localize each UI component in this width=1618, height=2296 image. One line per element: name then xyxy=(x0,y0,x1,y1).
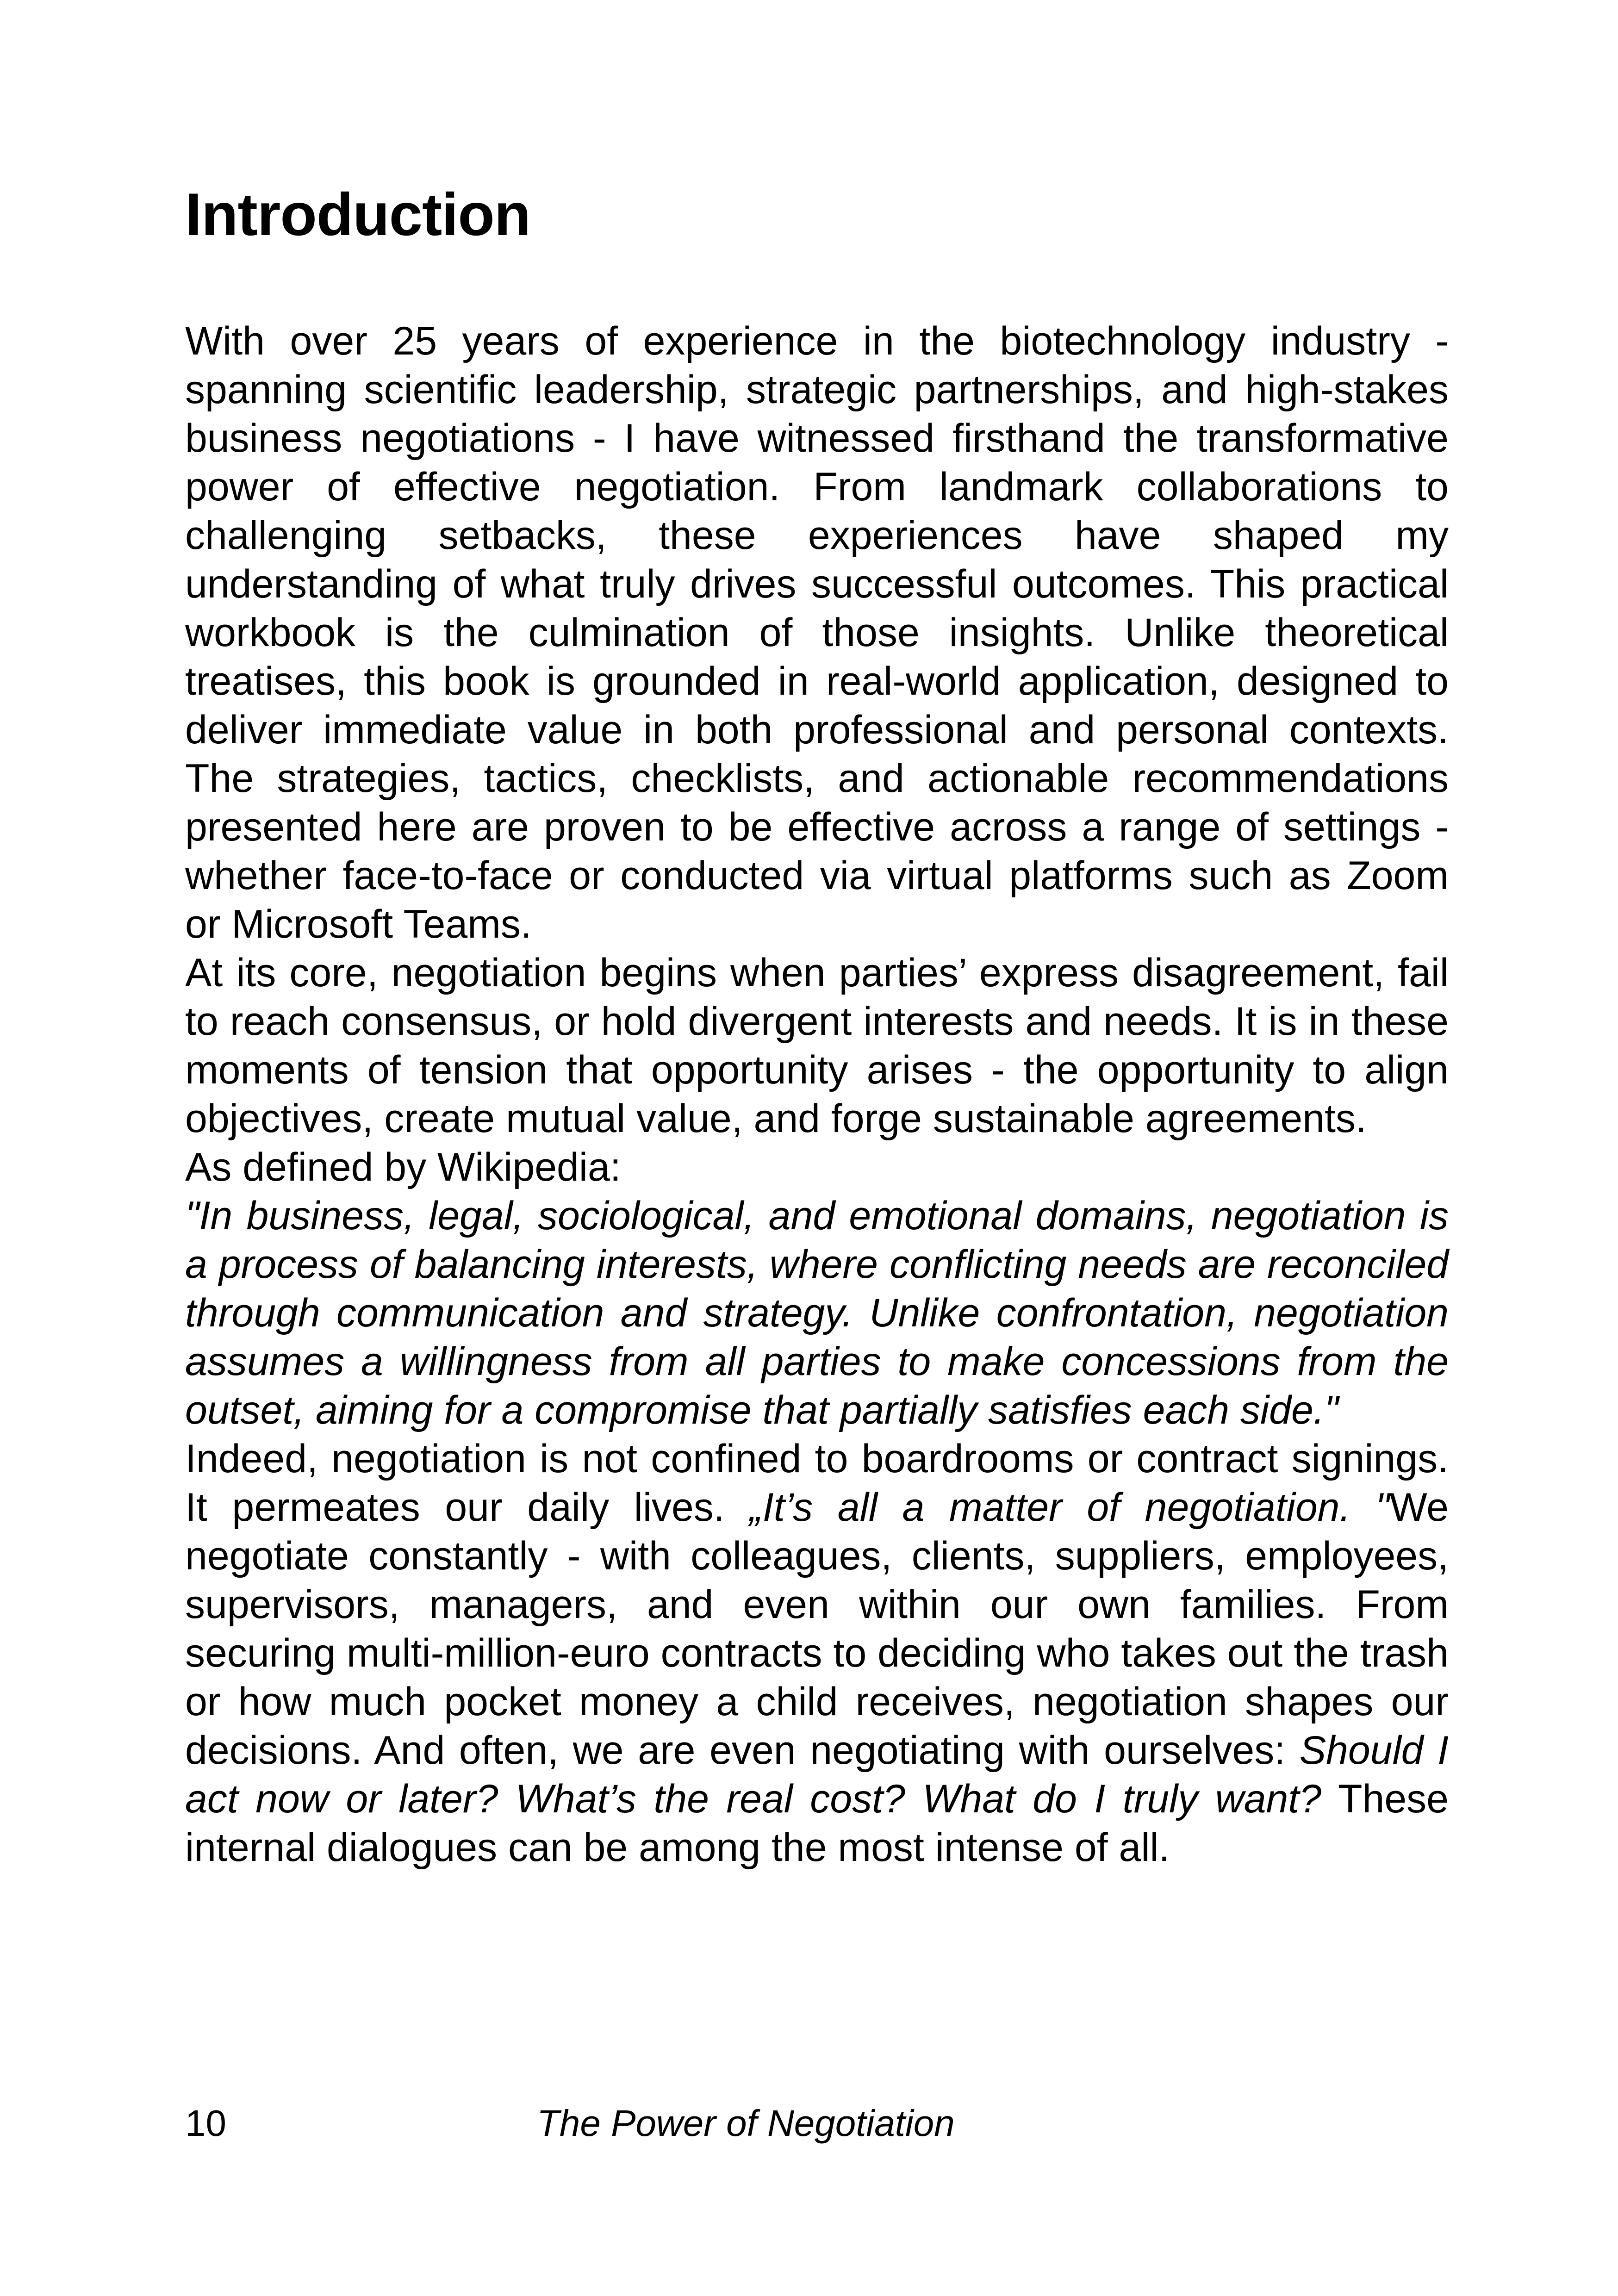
daily-negotiation-text-2: We negotiate constantly - with colleagues, clients, suppliers, employees, supervisors, managers, and even within our own families. From securing multi-million-euro contracts to deciding who takes out the trash or how much pocket money a child receives, negotiation shapes our decisions. And often, we are even negotiating with ourselves: xyxy=(185,1485,1449,1773)
chapter-body xyxy=(185,317,1449,1872)
daily-negotiation-text-3: These internal dialogues can be among the most intense of all. xyxy=(185,1777,1449,1870)
paragraph-negotiation-core: At its core, negotiation begins when parties’ express disagreement, fail to reach consensus, or hold divergent interests and needs. It is in these moments of tension that opportunity arises - the opportunity to align objectives, create mutual value, and forge sustainable agreements. xyxy=(185,951,1449,1141)
wikipedia-quote: "In business, legal, sociological, and emotional domains, negotiation is a process of balancing interests, where conflicting needs are reconciled through communication and strategy. Unlike confrontation, negotiation assumes a willingness from all parties to make concessions from the outset, aiming for a compromise that partially satisfies each side." xyxy=(185,1194,1449,1432)
running-footer-title: The Power of Negotiation xyxy=(537,2103,955,2144)
chapter-heading: Introduction xyxy=(185,180,531,248)
paragraph-wikipedia-intro: As defined by Wikipedia: xyxy=(185,1145,621,1189)
daily-negotiation-quote: „It’s all a matter of negotiation. " xyxy=(749,1485,1390,1530)
paragraph-experience: With over 25 years of experience in the biotechnology industry - spanning scientific leadership, strategic partnerships, and high-stakes business negotiations - I have witnessed firsthand the transformative power of effective negotiation. From landmark collaborations to challenging setbacks, these experiences have shaped my understanding of what truly drives successful outcomes. This practical workbook is the culmination of those insights. Unlike theoretical treatises, this book is grounded in real-world application, designed to deliver immediate value in both professional and personal contexts. The strategies, tactics, checklists, and actionable recommendations presented here are proven to be effective across a range of settings - whether face-to-face or conducted via virtual platforms such as Zoom or Microsoft Teams. xyxy=(185,319,1449,946)
page-number: 10 xyxy=(185,2103,226,2144)
internal-questions: Should I act now or later? What’s the real cost? What do I truly want? xyxy=(185,1728,1449,1821)
daily-negotiation-text-1: Indeed, negotiation is not confined to boardrooms or contract signings. It permeates our daily lives. xyxy=(185,1437,1449,1530)
paragraph-daily-negotiation xyxy=(185,1435,1449,1872)
